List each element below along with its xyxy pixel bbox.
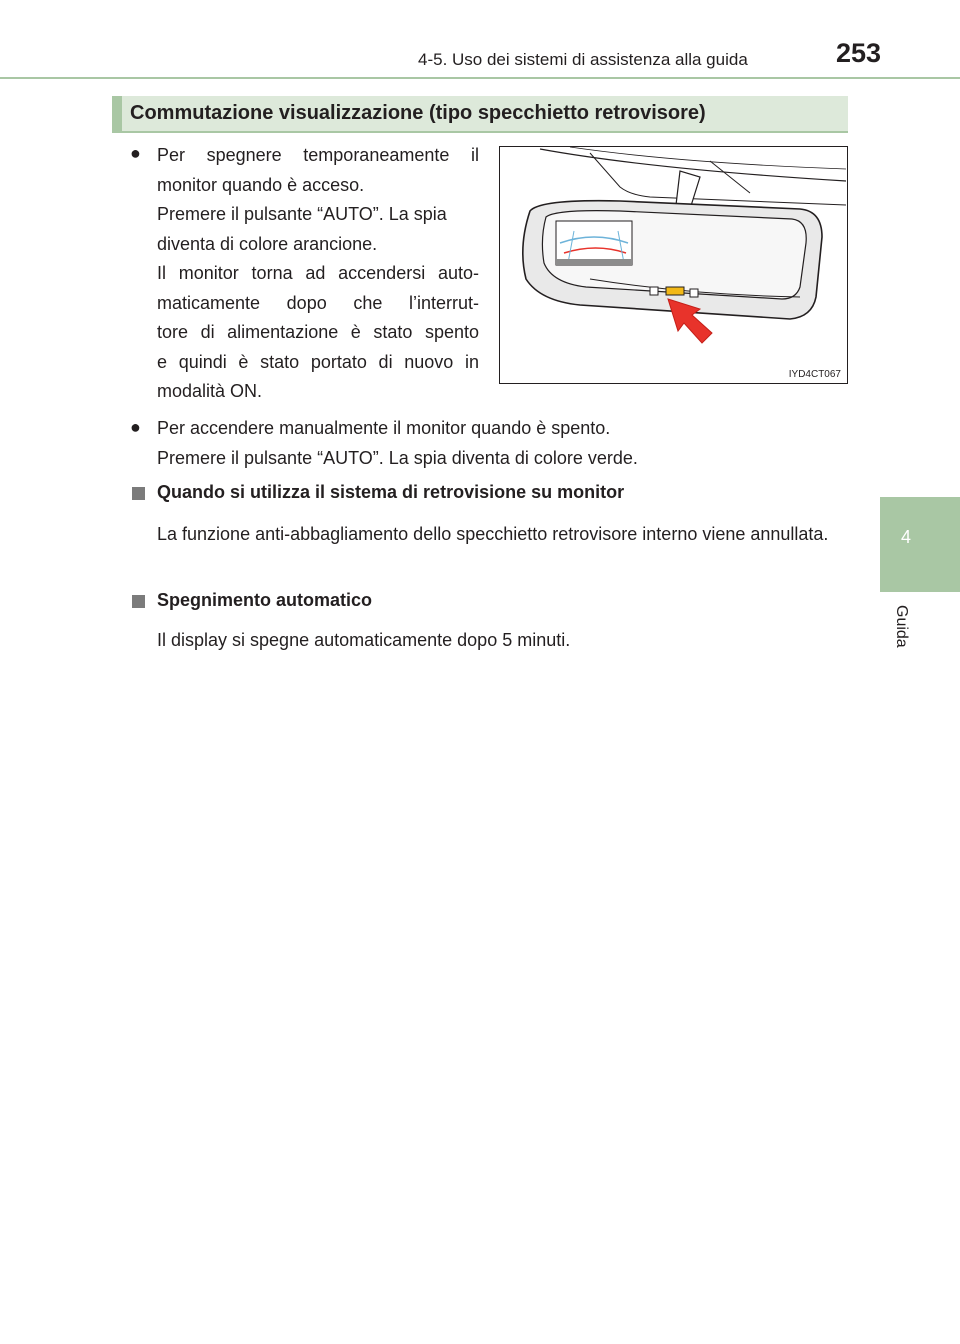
mirror-illustration xyxy=(499,146,848,384)
note-2-body: Il display si spegne automaticamente dopo 5 minuti. xyxy=(157,630,571,650)
bullet-1-line: diventa di colore arancione. xyxy=(157,233,378,254)
bullet-1-line: e quindi è stato portato di nuovo in xyxy=(157,351,479,372)
bullet-1-line: Premere il pulsante “AUTO”. La spia xyxy=(157,204,447,224)
chapter-tab xyxy=(880,497,960,592)
bullet-1-line: tore di alimentazione è stato spento xyxy=(157,322,479,342)
page-number: 253 xyxy=(836,38,882,68)
bullet-2-text xyxy=(157,414,841,473)
mirror-drawing xyxy=(500,147,847,383)
running-header: 4-5. Uso dei sistemi di assistenza alla guida xyxy=(418,50,748,69)
bullet-1-line: monitor quando è acceso. xyxy=(157,174,365,195)
bullet-2-line: Per accendere manualmente il monitor quando è spento. xyxy=(157,418,611,438)
chapter-number: 4 xyxy=(900,527,911,547)
figure-code: IYD4CT067 xyxy=(788,369,841,380)
section-header xyxy=(112,96,848,133)
bullet-icon: ● xyxy=(130,417,141,437)
bullet-1-line: maticamente dopo che l’interrut- xyxy=(157,292,479,313)
bullet-1-line: Il monitor torna ad accendersi auto- xyxy=(157,263,479,283)
chapter-label-text: Guida xyxy=(893,605,910,648)
note-1-title: Quando si utilizza il sistema di retrovisione su monitor xyxy=(157,482,625,502)
header-divider xyxy=(0,77,960,79)
bullet-icon: ● xyxy=(130,143,141,163)
note-2-title: Spegnimento automatico xyxy=(157,590,373,610)
bullet-2-line: Premere il pulsante “AUTO”. La spia diventa di colore verde. xyxy=(157,447,638,468)
bullet-1-line: Per spegnere temporaneamente il xyxy=(157,145,479,165)
section-header-bar xyxy=(112,96,122,131)
chapter-label xyxy=(892,605,916,665)
note-square-icon xyxy=(132,595,145,608)
section-title: Commutazione visualizzazione (tipo specchietto retrovisore) xyxy=(130,102,706,124)
note-square-icon xyxy=(132,487,145,500)
note-1-body: La funzione anti-abbagliamento dello specchietto retrovisore interno viene annullata. xyxy=(157,524,829,544)
bullet-1-text xyxy=(157,141,479,407)
bullet-1-line: modalità ON. xyxy=(157,381,263,401)
